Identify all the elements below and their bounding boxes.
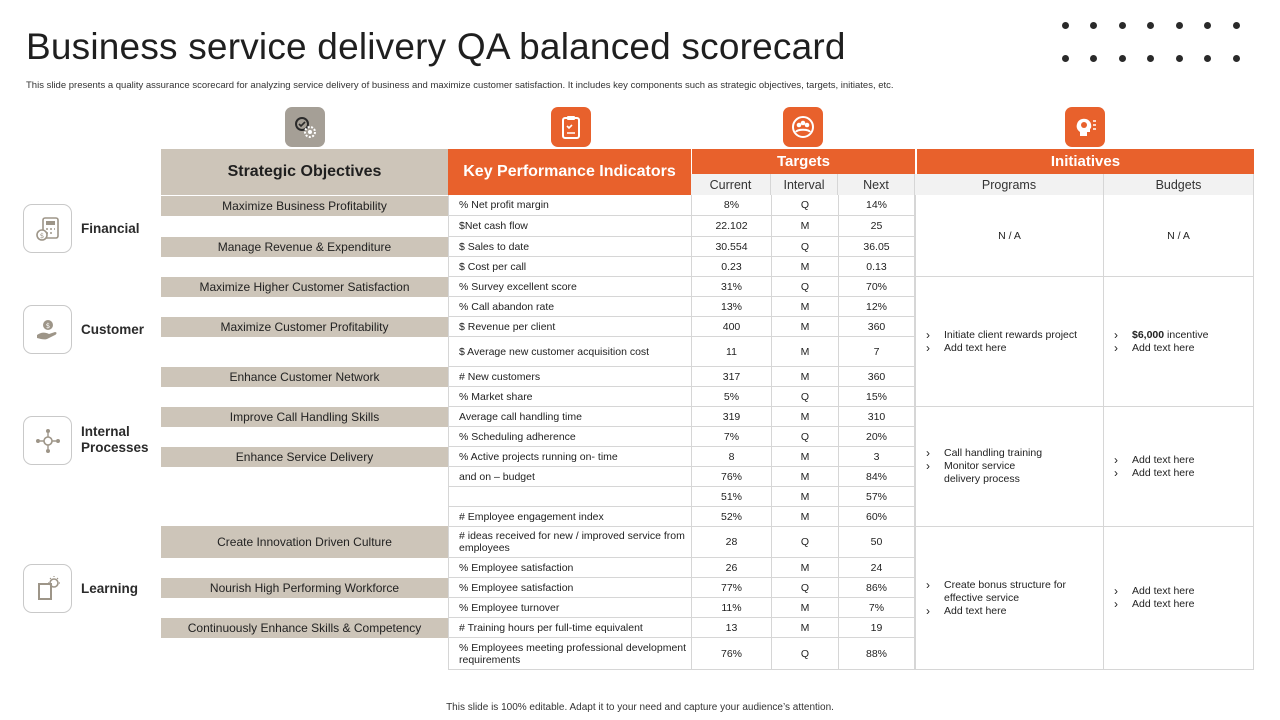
programs-learning: › Create bonus structure for effective service › Add text here (915, 527, 1104, 670)
programs-internal: › Call handling training › Monitor service delivery process (915, 407, 1104, 527)
idea-head-icon (1065, 107, 1105, 147)
page-title: Business service delivery QA balanced scorecard (26, 26, 846, 67)
perspective-internal-processes: Internal Processes (81, 424, 149, 455)
objective: Manage Revenue & Expenditure (161, 237, 448, 257)
table-row: # New customers 317 M 360 (448, 367, 915, 387)
table-row: % Employees meeting professional development requirements 76% Q 88% (448, 638, 915, 670)
calculator-money-icon (23, 204, 72, 253)
table-row: Average call handling time 319 M 310 (448, 407, 915, 427)
objective: Enhance Service Delivery (161, 447, 448, 467)
perspective-customer: Customer (81, 322, 145, 337)
table-row: # ideas received for new / improved service from employees 28 Q 50 (448, 527, 915, 558)
budgets-financial: N / A (1104, 195, 1254, 277)
table-row: % Call abandon rate 13% M 12% (448, 297, 915, 317)
footer-note: This slide is 100% editable. Adapt it to your need and capture your audience’s attention. (446, 702, 834, 713)
clipboard-icon (551, 107, 591, 147)
team-icon (783, 107, 823, 147)
table-row: % Active projects running on- time 8 M 3 (448, 447, 915, 467)
header-kpi: Key Performance Indicators (448, 149, 691, 195)
gear-check-icon (285, 107, 325, 147)
header-targets: Targets (691, 149, 915, 174)
objective: Maximize Customer Profitability (161, 317, 448, 337)
table-row: $ Cost per call 0.23 M 0.13 (448, 257, 915, 277)
programs-financial: N / A (915, 195, 1104, 277)
svg-text:$: $ (45, 321, 50, 330)
table-row: % Employee satisfaction 77% Q 86% (448, 578, 915, 598)
objective: Enhance Customer Network (161, 367, 448, 387)
svg-text:$: $ (39, 231, 44, 240)
header-strategic-objectives: Strategic Objectives (161, 149, 448, 195)
table-row: 51% M 57% (448, 487, 915, 507)
table-row: % Market share 5% Q 15% (448, 387, 915, 407)
subheader-programs: Programs (915, 174, 1104, 195)
subheader-next: Next (838, 174, 915, 195)
page-subtitle: This slide presents a quality assurance scorecard for analyzing service delivery of business and maximize customer satisfaction. It includes key components such as strategic objectives, targets, initiates, etc. (26, 80, 894, 91)
objective: Create Innovation Driven Culture (161, 526, 448, 558)
table-row: % Net profit margin 8% Q 14% (448, 195, 915, 216)
table-row: % Employee turnover 11% M 7% (448, 598, 915, 618)
table-row: # Employee engagement index 52% M 60% (448, 507, 915, 527)
table-row: and on – budget 76% M 84% (448, 467, 915, 487)
table-row: % Employee satisfaction 26 M 24 (448, 558, 915, 578)
subheader-interval: Interval (771, 174, 838, 195)
table-row: % Scheduling adherence 7% Q 20% (448, 427, 915, 447)
table-row: $Net cash flow 22.102 M 25 (448, 216, 915, 237)
perspective-learning: Learning (81, 581, 139, 596)
table-row: # Training hours per full-time equivalent 13 M 19 (448, 618, 915, 638)
perspective-financial: Financial (81, 221, 140, 236)
table-row: $ Sales to date 30.554 Q 36.05 (448, 237, 915, 257)
objective: Maximize Business Profitability (161, 196, 448, 216)
decorative-dots (1062, 22, 1252, 68)
objective: Maximize Higher Customer Satisfaction (161, 277, 448, 297)
header-initiatives: Initiatives (915, 149, 1254, 174)
subheader-current: Current (691, 174, 771, 195)
network-icon (23, 416, 72, 465)
book-lightbulb-icon (23, 564, 72, 613)
budgets-internal: › Add text here › Add text here (1104, 407, 1254, 527)
hand-money-icon (23, 305, 72, 354)
budgets-customer: › $6,000 incentive › Add text here (1104, 277, 1254, 407)
table-row: % Survey excellent score 31% Q 70% (448, 277, 915, 297)
objective: Improve Call Handling Skills (161, 407, 448, 427)
objective: Nourish High Performing Workforce (161, 578, 448, 598)
subheader-budgets: Budgets (1104, 174, 1254, 195)
table-row: $ Revenue per client 400 M 360 (448, 317, 915, 337)
objective: Continuously Enhance Skills & Competency (161, 618, 448, 638)
programs-customer: › Initiate client rewards project › Add text here (915, 277, 1104, 407)
budgets-learning: › Add text here › Add text here (1104, 527, 1254, 670)
table-row: $ Average new customer acquisition cost 11 M 7 (448, 337, 915, 367)
